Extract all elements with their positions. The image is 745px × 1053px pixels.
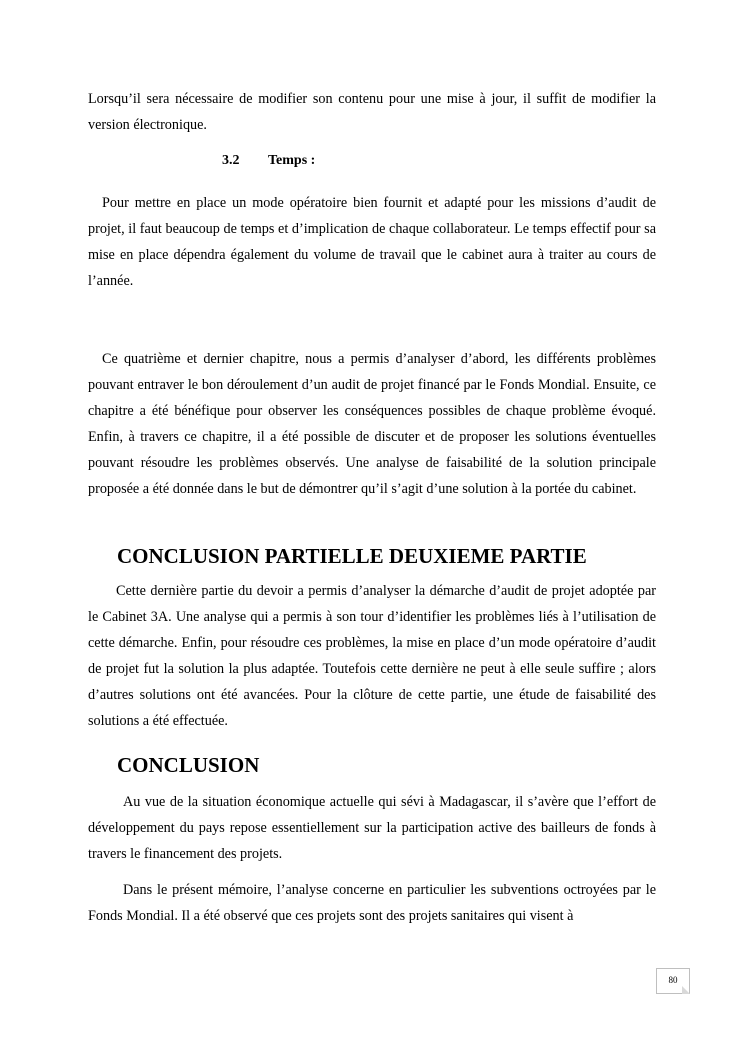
page-number: 80 xyxy=(668,975,678,985)
page-corner-fold xyxy=(682,986,690,994)
paragraph-chapter-summary: Ce quatrième et dernier chapitre, nous a permis d’analyser d’abord, les différents problèmes pouvant entraver le bon déroulement d’un audit de projet financé par le Fonds Mondial. Ensuite, ce chapitre a été bénéfique pour observer les conséquences possibles de chaque problème évoqué. Enfin, à travers ce chapitre, il a été possible de discuter et de proposer les solutions éventuelles pouvant résoudre les problèmes observés. Une analyse de faisabilité de la solution principale proposée a été donnée dans le but de démontrer qu’il s’agit d’une solution à la portée du cabinet. xyxy=(88,351,656,497)
paragraph-partial-conclusion: Cette dernière partie du devoir a permis d’analyser la démarche d’audit de projet adoptée par le Cabinet 3A. Une analyse qui a permis à son tour d’identifier les problèmes liés à l’utilisation de cette démarche. Enfin, pour résoudre ces problèmes, la mise en place d’un mode opératoire d’audit de projet fut la solution la plus adaptée. Toutefois cette dernière ne peut à elle seule suffire ; alors d’autres solutions ont été avancées. Pour la clôture de cette partie, une étude de faisabilité des solutions a été effectuée. xyxy=(88,583,656,729)
heading-conclusion-partielle: CONCLUSION PARTIELLE DEUXIEME PARTIE xyxy=(117,544,587,568)
paragraph-intro: Lorsqu’il sera nécessaire de modifier son contenu pour une mise à jour, il suffit de modifier la version électronique. xyxy=(88,91,656,133)
heading-conclusion: CONCLUSION xyxy=(117,753,260,777)
paragraph-conclusion-1: Au vue de la situation économique actuelle qui sévi à Madagascar, il s’avère que l’effort de développement du pays repose essentiellement sur la participation active des bailleurs de fonds à travers le financement des projets. xyxy=(88,794,656,862)
section-heading-3-2 xyxy=(222,153,315,169)
page-number-box xyxy=(656,968,690,994)
section-title: Temps : xyxy=(268,153,316,168)
paragraph-conclusion-2: Dans le présent mémoire, l’analyse concerne en particulier les subventions octroyées par le Fonds Mondial. Il a été observé que ces projets sont des projets sanitaires qui visent à xyxy=(88,882,656,924)
paragraph-temps: Pour mettre en place un mode opératoire bien fournit et adapté pour les missions d’audit de projet, il faut beaucoup de temps et d’implication de chaque collaborateur. Le temps effectif pour sa mise en place dépendra également du volume de travail que le cabinet aura à traiter au cours de l’année. xyxy=(88,195,656,289)
section-number: 3.2 xyxy=(222,153,240,168)
